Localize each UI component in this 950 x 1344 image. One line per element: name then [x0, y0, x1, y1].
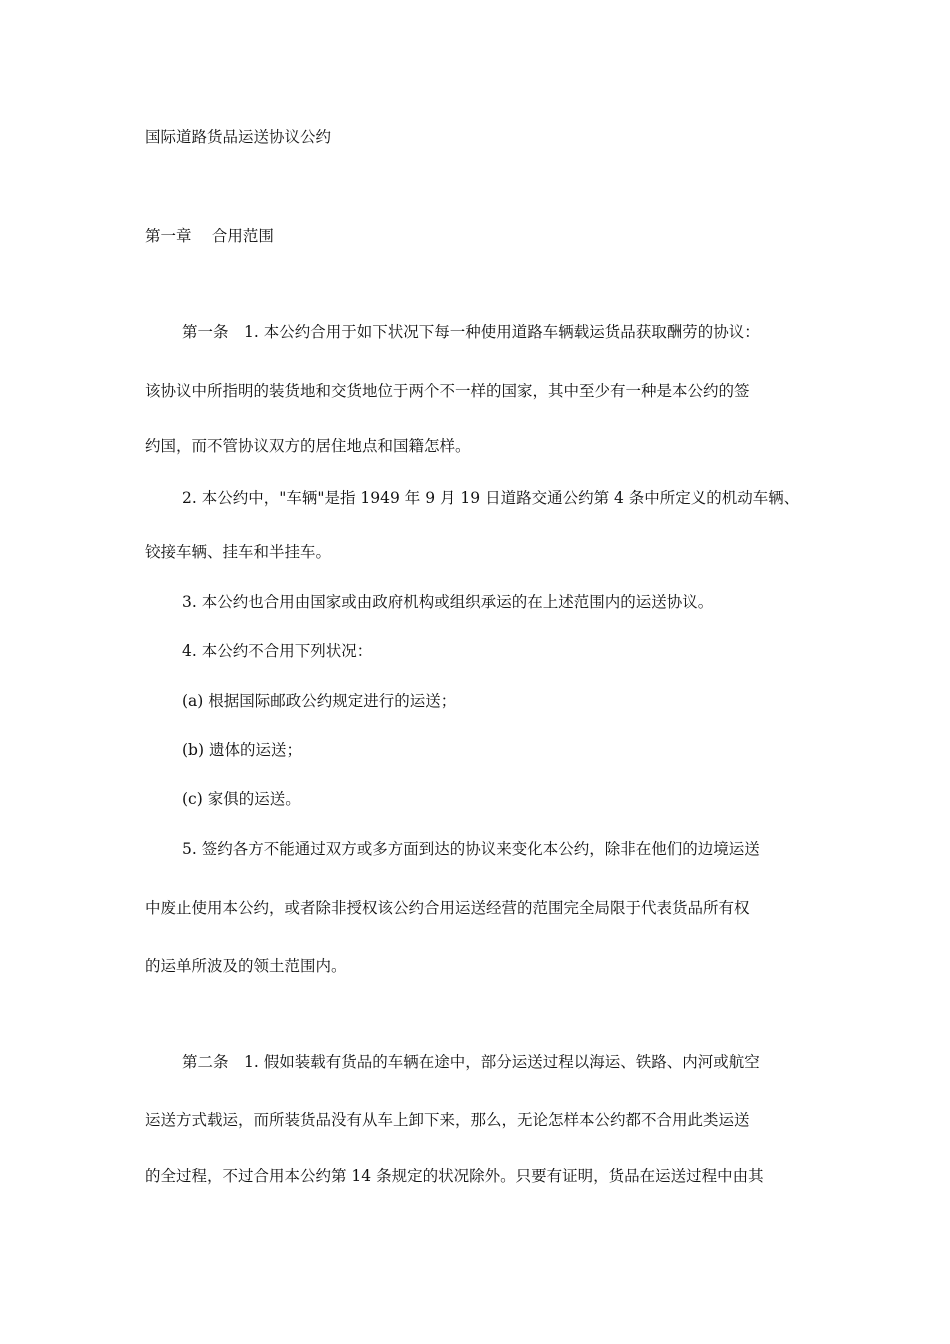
article-1-para-5-line-2: 中废止使用本公约，或者除非授权该公约合用运送经营的范围完全局限于代表货品所有权 [145, 899, 750, 917]
article-1-para-1-line-3: 约国，而不管协议双方的居住地点和国籍怎样。 [145, 437, 471, 455]
article-2-para-1-line-2: 运送方式载运，而所装货品没有从车上卸下来，那么，无论怎样本公约都不合用此类运送 [145, 1111, 750, 1129]
article-1-para-2-line-1: 2. 本公约中，"车辆"是指 1949 年 9 月 19 日道路交通公约第 4 条中所定义的机动车辆、 [182, 489, 800, 507]
article-1-para-3: 3. 本公约也合用由国家或由政府机构或组织承运的在上述范围内的运送协议。 [182, 593, 714, 611]
chapter-heading: 第一章 合用范围 [145, 227, 274, 245]
article-1-para-1-line-2: 该协议中所指明的装货地和交货地位于两个不一样的国家，其中至少有一种是本公约的签 [145, 382, 750, 400]
article-1-item-a: (a) 根据国际邮政公约规定进行的运送； [182, 692, 457, 710]
article-1-item-c: (c) 家俱的运送。 [182, 790, 301, 808]
article-1-para-2-line-2: 铰接车辆、挂车和半挂车。 [145, 543, 332, 561]
article-1-para-1-line-1: 第一条 1. 本公约合用于如下状况下每一种使用道路车辆载运货品获取酬劳的协议： [182, 323, 760, 341]
document-title: 国际道路货品运送协议公约 [145, 128, 332, 146]
article-2-para-1-line-1: 第二条 1. 假如装载有货品的车辆在途中，部分运送过程以海运、铁路、内河或航空 [182, 1053, 760, 1071]
article-1-para-5-line-3: 的运单所波及的领土范围内。 [145, 957, 347, 975]
article-1-para-5-line-1: 5. 签约各方不能通过双方或多方面到达的协议来变化本公约，除非在他们的边境运送 [182, 840, 760, 858]
article-1-para-4: 4. 本公约不合用下列状况： [182, 642, 373, 660]
article-2-para-1-line-3: 的全过程，不过合用本公约第 14 条规定的状况除外。只要有证明，货品在运送过程中由其 [145, 1167, 764, 1185]
article-1-item-b: (b) 遗体的运送； [182, 741, 302, 759]
